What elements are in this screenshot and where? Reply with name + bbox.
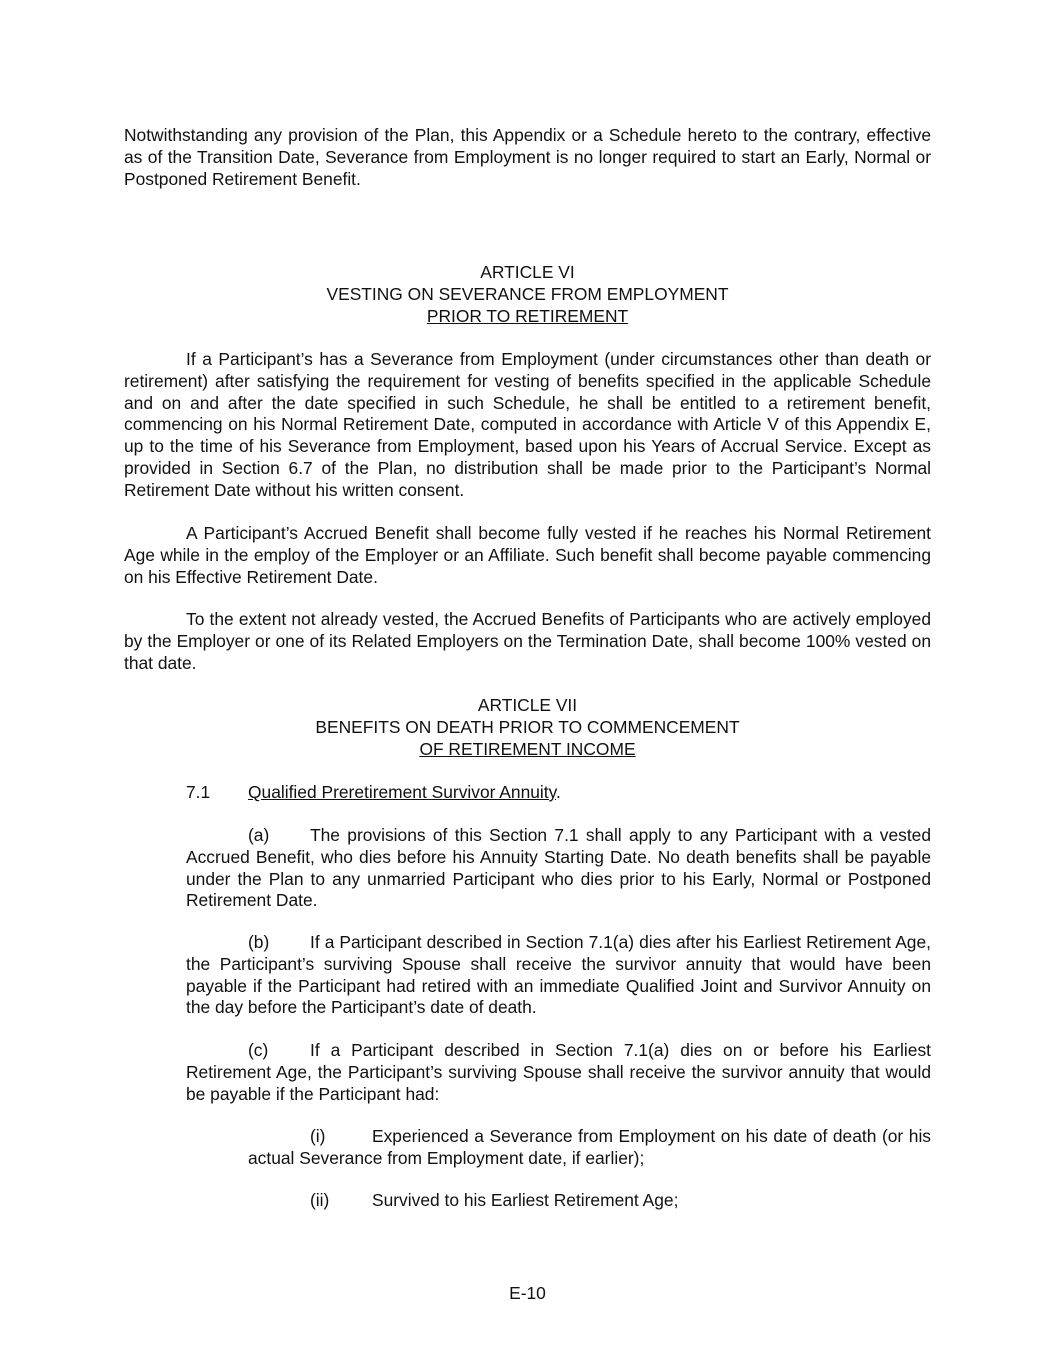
article-7-heading xyxy=(124,695,931,760)
item-ii xyxy=(248,1190,931,1212)
subsection-b xyxy=(186,932,931,1019)
page-number: E-10 xyxy=(509,1283,546,1303)
subsection-a-text: The provisions of this Section 7.1 shall apply to any Participant with a vested Accrued Benefit, who dies before his Annuity Starting Date. No death benefits shall be payable under the Plan to any unmarried Participant who dies prior to his Early, Normal or Postponed Retirement Date. xyxy=(186,825,931,911)
article-6-paragraph-2: A Participant’s Accrued Benefit shall become fully vested if he reaches his Normal Retirement Age while in the employ of the Employer or an Affiliate. Such benefit shall become payable commencing on his Effective Retirement Date. xyxy=(124,523,931,587)
article-6-title-line2: PRIOR TO RETIREMENT xyxy=(426,305,629,326)
subsection-a xyxy=(186,825,931,912)
article-6-number: ARTICLE VI xyxy=(480,262,575,282)
article-6-title-line1: VESTING ON SEVERANCE FROM EMPLOYMENT xyxy=(326,283,729,304)
section-7-1-number: 7.1 xyxy=(186,782,211,802)
section-7-1-title: Qualified Preretirement Survivor Annuity xyxy=(248,782,557,802)
article-7-number: ARTICLE VII xyxy=(477,695,578,715)
article-6-paragraph-3: To the extent not already vested, the Accrued Benefits of Participants who are actively employed by the Employer or one of its Related Employers on the Termination Date, shall become 100% vested on that date. xyxy=(124,609,931,673)
item-ii-text: Survived to his Earliest Retirement Age; xyxy=(372,1190,679,1210)
subsection-c-label: (c) xyxy=(248,1040,269,1060)
item-i xyxy=(248,1126,931,1170)
item-ii-label: (ii) xyxy=(310,1190,330,1210)
intro-paragraph: Notwithstanding any provision of the Plan, this Appendix or a Schedule hereto to the contrary, effective as of the Transition Date, Severance from Employment is no longer required to start an Early, Normal or Postponed Retirement Benefit. xyxy=(124,125,931,189)
subsection-b-label: (b) xyxy=(248,932,270,952)
subsection-b-text: If a Participant described in Section 7.1(a) dies after his Earliest Retirement Age, the Participant’s surviving Spouse shall receive the survivor annuity that would have been payable if the Participant had retired with an immediate Qualified Joint and Survivor Annuity on the day before the Participant’s date of death. xyxy=(186,932,931,1018)
item-i-label: (i) xyxy=(310,1126,326,1146)
article-6-paragraph-1: If a Participant’s has a Severance from Employment (under circumstances other than death or retirement) after satisfying the requirement for vesting of benefits specified in the applicable Schedule and on and after the date specified in such Schedule, he shall be entitled to a retirement benefit, commencing on his Normal Retirement Date, computed in accordance with Article V of this Appendix E, up to the time of his Severance from Employment, based upon his Years of Accrual Service. Except as provided in Section 6.7 of the Plan, no distribution shall be made prior to the Participant’s Normal Retirement Date without his written consent. xyxy=(124,349,931,500)
subsection-c xyxy=(186,1040,931,1105)
article-6-heading xyxy=(124,262,931,327)
item-i-text: Experienced a Severance from Employment on his date of death (or his actual Severance from Employment date, if earlier); xyxy=(248,1126,931,1168)
section-7-1-title-punct: . xyxy=(556,782,561,802)
subsection-c-text: If a Participant described in Section 7.1(a) dies on or before his Earliest Retirement Age, the Participant’s surviving Spouse shall receive the survivor annuity that would be payable if the Participant had: xyxy=(186,1040,931,1104)
subsection-a-label: (a) xyxy=(248,825,270,845)
section-7-1-heading xyxy=(186,782,931,804)
article-7-title-line1: BENEFITS ON DEATH PRIOR TO COMMENCEMENT xyxy=(315,716,740,737)
article-7-title-line2: OF RETIREMENT INCOME xyxy=(419,738,636,759)
